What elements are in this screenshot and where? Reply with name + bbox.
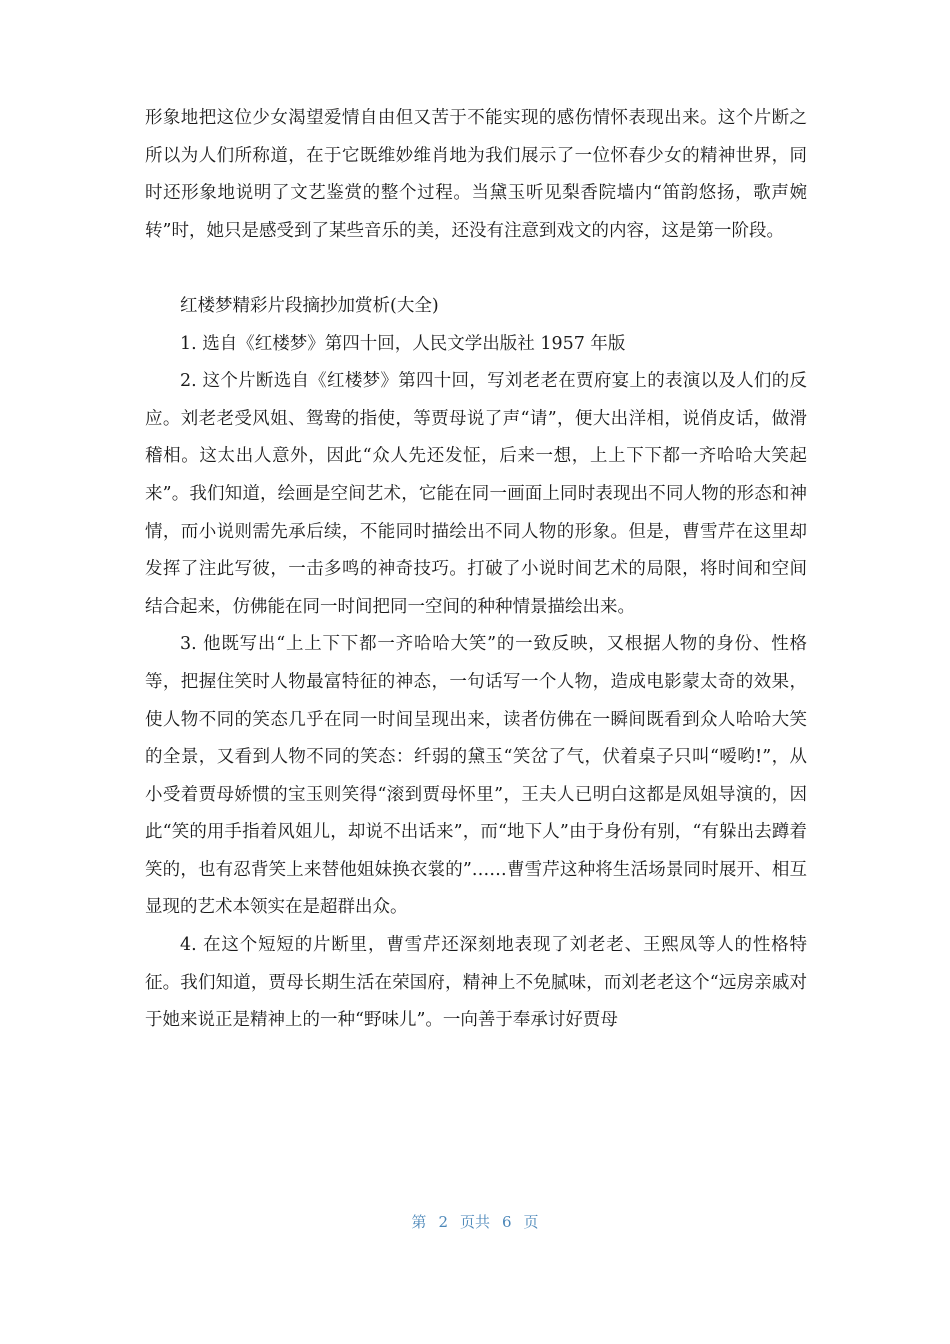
footer-word-ye: 页 [523, 1213, 539, 1231]
paragraph-item-2: 2. 这个片断选自《红楼梦》第四十回，写刘老老在贾府宴上的表演以及人们的反应。刘老老受风姐、鸳鸯的指使，等贾母说了声“请”，便大出洋相，说俏皮话，做滑稽相。这太出人意外，因此“众人先还发怔，后来一想，上上下下都一齐哈哈大笑起来”。我们知道，绘画是空间艺术，它能在同一画面上同时表现出不同人物的形态和神情，而小说则需先承后续，不能同时描绘出不同人物的形象。但是，曹雪芹在这里却发挥了注此写彼，一击多鸣的神奇技巧。打破了小说时间艺术的局限，将时间和空间结合起来，仿佛能在同一时间把同一空间的种种情景描绘出来。 [145, 371, 807, 617]
page-footer [0, 1211, 950, 1232]
footer-word-di: 第 [411, 1213, 427, 1231]
footer-total-pages: 6 [502, 1213, 512, 1231]
section-heading: 红楼梦精彩片段摘抄加赏析(大全) [180, 295, 439, 316]
paragraph-item-3: 3. 他既写出“上上下下都一齐哈哈大笑”的一致反映，又根据人物的身份、性格等，把握住笑时人物最富特征的神态，一句话写一个人物，造成电影蒙太奇的效果，使人物不同的笑态几乎在同一时间呈现出来，读者仿佛在一瞬间既看到众人哈哈大笑的全景，又看到人物不同的笑态：纤弱的黛玉“笑岔了气，伏着桌子只叫“嗳哟!”，从小受着贾母娇惯的宝玉则笑得“滚到贾母怀里”，王夫人已明白这都是凤姐导演的，因此“笑的用手指着风姐儿，却说不出话来”，而“地下人”由于身份有别，“有躲出去蹲着笑的，也有忍背笑上来替他姐妹换衣裳的”……曹雪芹这种将生活场景同时展开、相互显现的艺术本领实在是超群出众。 [145, 634, 807, 918]
document-body [145, 100, 807, 1040]
paragraph-item-1: 1. 选自《红楼梦》第四十回，人民文学出版社 1957 年版 [180, 333, 626, 354]
footer-page-number: 2 [438, 1213, 448, 1231]
footer-word-yegong: 页共 [459, 1213, 490, 1231]
paragraph-item-4: 4. 在这个短短的片断里，曹雪芹还深刻地表现了刘老老、王熙凤等人的性格特征。我们知道，贾母长期生活在荣国府，精神上不免腻味，而刘老老这个“远房亲戚对于她来说正是精神上的一种“野味儿”。一向善于奉承讨好贾母 [145, 935, 807, 1031]
paragraph-continuation: 形象地把这位少女渴望爱情自由但又苦于不能实现的感伤情怀表现出来。这个片断之所以为人们所称道，在于它既维妙维肖地为我们展示了一位怀春少女的精神世界，同时还形象地说明了文艺鉴赏的整个过程。当黛玉听见梨香院墙内“笛韵悠扬，歌声婉转”时，她只是感受到了某些音乐的美，还没有注意到戏文的内容，这是第一阶段。 [145, 108, 807, 241]
